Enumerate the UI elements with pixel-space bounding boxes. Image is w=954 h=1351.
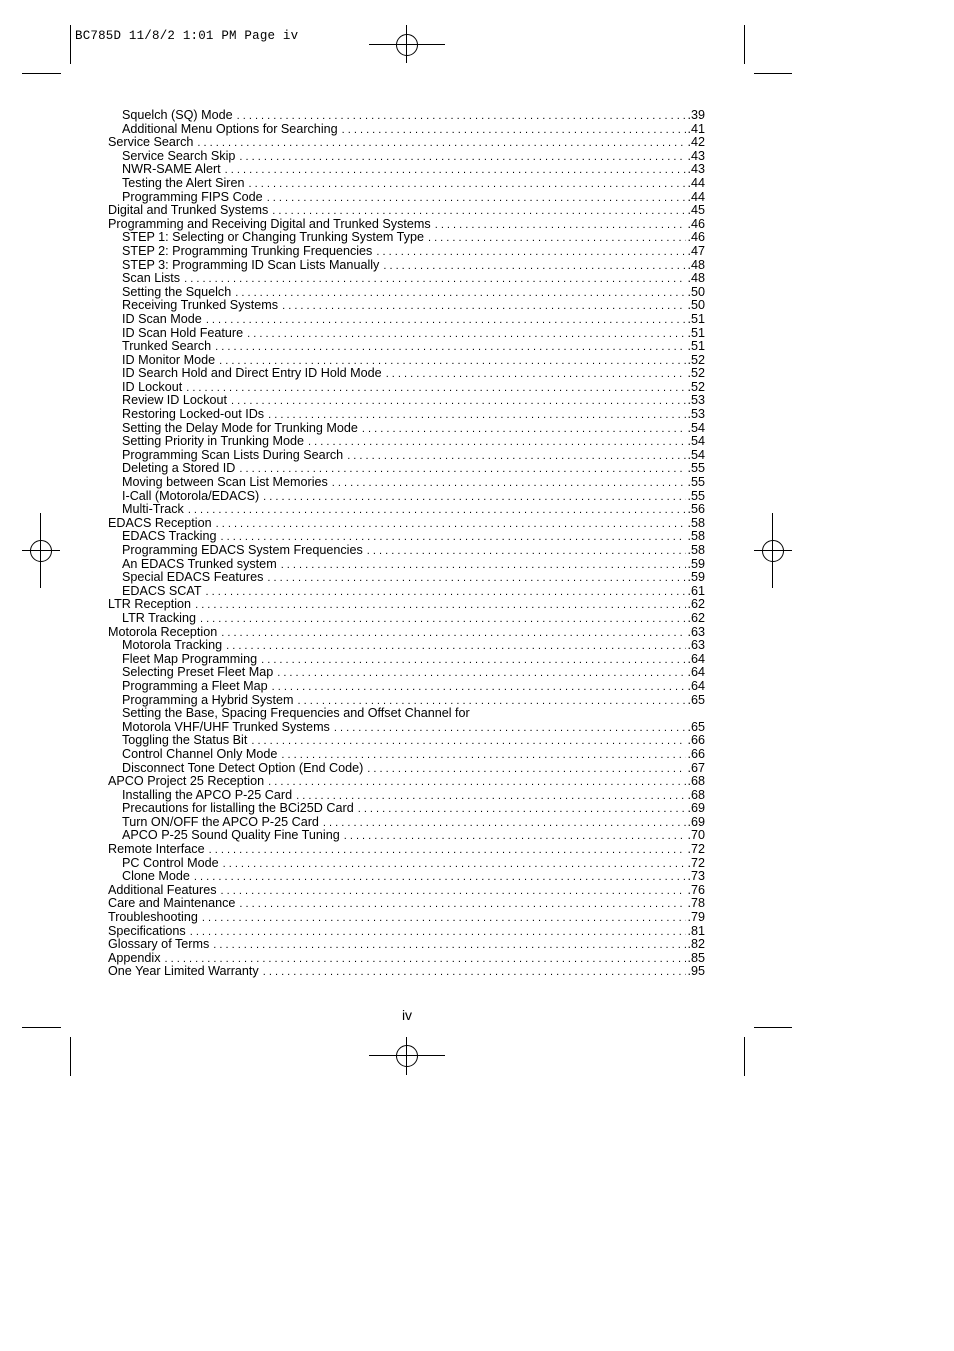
dot-leader: [334, 722, 687, 735]
toc-entry-page: .48: [687, 258, 705, 272]
toc-entry: [108, 680, 705, 694]
toc-entry-title: LTR Tracking: [122, 611, 196, 625]
toc-entry-page: .81: [687, 924, 705, 938]
dot-leader: [184, 273, 686, 286]
toc-entry-title: Review ID Lockout: [122, 394, 227, 408]
dot-leader: [347, 450, 686, 463]
toc-entry: [108, 490, 705, 504]
dot-leader: [267, 572, 686, 585]
toc-entry: [108, 218, 705, 232]
dot-leader: [272, 681, 687, 694]
dot-leader: [221, 627, 686, 640]
dot-leader: [231, 395, 686, 408]
toc-entry: [108, 367, 705, 381]
dot-leader: [186, 382, 686, 395]
dot-leader: [235, 287, 686, 300]
toc-entry: [108, 952, 705, 966]
dot-leader: [194, 871, 687, 884]
toc-entry-page: .66: [687, 734, 705, 748]
toc-entry-title: ID Scan Hold Feature: [122, 326, 244, 340]
toc-entry: [108, 598, 705, 612]
toc-entry-page: .44: [687, 176, 705, 190]
toc-entry-page: .54: [687, 448, 705, 462]
toc-entry-page: .95: [687, 965, 705, 979]
toc-entry-title: EDACS Reception: [108, 516, 212, 530]
toc-entry-page: .55: [687, 489, 705, 503]
toc-entry: [108, 639, 705, 653]
toc-entry-page: .55: [687, 462, 705, 476]
toc-entry-page: .46: [687, 217, 705, 231]
toc-entry-title: ID Lockout: [122, 380, 183, 394]
dot-leader: [297, 695, 686, 708]
toc-entry: [108, 517, 705, 531]
toc-entry-title: ID Monitor Mode: [122, 353, 216, 367]
toc-entry: [108, 299, 705, 313]
toc-entry: [108, 884, 705, 898]
toc-entry-title: Testing the Alert Siren: [122, 176, 245, 190]
toc-entry-page: .51: [687, 340, 705, 354]
toc-entry: [108, 177, 705, 191]
toc-entry: [108, 571, 705, 585]
toc-entry-title: Setting the Delay Mode for Trunking Mode: [122, 421, 358, 435]
toc-entry: [108, 381, 705, 395]
dot-leader: [165, 953, 687, 966]
toc-entry-title: Programming Scan Lists During Search: [122, 448, 344, 462]
toc-entry-page: .64: [687, 666, 705, 680]
toc-entry-page: .68: [687, 788, 705, 802]
toc-entry-title: Motorola Tracking: [122, 639, 223, 653]
toc-entry-title: Control Channel Only Mode: [122, 747, 278, 761]
dot-leader: [225, 164, 687, 177]
dot-leader: [376, 246, 686, 259]
toc-entry-title: Additional Menu Options for Searching: [122, 122, 338, 136]
toc-entry-page: .59: [687, 571, 705, 585]
toc-entry-page: .82: [687, 938, 705, 952]
toc-entry-title: I-Call (Motorola/EDACS): [122, 489, 260, 503]
toc-entry-page: .44: [687, 190, 705, 204]
dot-leader: [267, 192, 687, 205]
toc-entry-title: NWR-SAME Alert: [122, 163, 221, 177]
toc-entry-title: Turn ON/OFF the APCO P-25 Card: [122, 815, 319, 829]
toc-entry: [108, 938, 705, 952]
toc-entry-title: Remote Interface: [108, 843, 205, 857]
toc-entry: [108, 259, 705, 273]
toc-entry: [108, 897, 705, 911]
toc-entry-page: .59: [687, 557, 705, 571]
toc-entry-title: Setting Priority in Trunking Mode: [122, 435, 304, 449]
toc-entry-title: Setting the Squelch: [122, 285, 232, 299]
toc-entry-title: Programming FIPS Code: [122, 190, 263, 204]
toc-entry-title: Clone Mode: [122, 870, 190, 884]
toc-entry: [108, 449, 705, 463]
dot-leader: [206, 314, 687, 327]
toc-entry: [108, 191, 705, 205]
toc-entry-page: .50: [687, 299, 705, 313]
toc-entry-title: Programming and Receiving Digital and Trunked Systems: [108, 217, 431, 231]
toc-entry-title: An EDACS Trunked system: [122, 557, 277, 571]
toc-entry: [108, 721, 705, 735]
dot-leader: [247, 328, 686, 341]
toc-entry: [108, 694, 705, 708]
crop-mark-bottom-left-h: [22, 1027, 61, 1028]
dot-leader: [221, 885, 687, 898]
toc-entry-title: Toggling the Status Bit: [122, 734, 248, 748]
toc-entry: [108, 666, 705, 680]
toc-entry-page: .64: [687, 652, 705, 666]
toc-entry: [108, 585, 705, 599]
dot-leader: [362, 423, 687, 436]
toc-entry: [108, 558, 705, 572]
toc-entry: [108, 911, 705, 925]
dot-leader: [202, 912, 687, 925]
toc-entry: [108, 286, 705, 300]
toc-entry: [108, 965, 705, 979]
dot-leader: [367, 763, 686, 776]
toc-entry-title: Additional Features: [108, 883, 217, 897]
toc-entry: [108, 626, 705, 640]
toc-entry-title: EDACS Tracking: [122, 530, 217, 544]
toc-entry: [108, 422, 705, 436]
toc-entry-page: .45: [687, 204, 705, 218]
toc-entry: [108, 245, 705, 259]
toc-entry-page: .54: [687, 435, 705, 449]
toc-entry: [108, 544, 705, 558]
toc-entry-title: Specifications: [108, 924, 186, 938]
dot-leader: [239, 151, 686, 164]
toc-entry-title: Motorola Reception: [108, 625, 218, 639]
toc-entry-title: Deleting a Stored ID: [122, 462, 236, 476]
toc-entry-page: .76: [687, 883, 705, 897]
toc-entry: [108, 163, 705, 177]
toc-entry-page: .39: [687, 109, 705, 122]
toc-entry: [108, 762, 705, 776]
toc-entry: [108, 123, 705, 137]
toc-entry: [108, 435, 705, 449]
toc-entry: [108, 327, 705, 341]
toc-entry: [108, 313, 705, 327]
toc-entry-title: ID Scan Mode: [122, 312, 202, 326]
dot-leader: [249, 178, 687, 191]
toc-entry: [108, 476, 705, 490]
toc-entry-title: Glossary of Terms: [108, 938, 210, 952]
dot-leader: [220, 531, 686, 544]
toc-entry: [108, 136, 705, 150]
toc-entry-page: .43: [687, 149, 705, 163]
dot-leader: [367, 545, 687, 558]
toc-entry: [108, 231, 705, 245]
toc-entry-page: .47: [687, 244, 705, 258]
dot-leader: [383, 260, 686, 273]
toc-entry: [108, 789, 705, 803]
toc-entry: [108, 748, 705, 762]
toc-entry-page: .52: [687, 380, 705, 394]
toc-entry-title: APCO P-25 Sound Quality Fine Tuning: [122, 829, 340, 843]
dot-leader: [344, 830, 687, 843]
dot-leader: [261, 654, 686, 667]
dot-leader: [251, 735, 686, 748]
toc-entry-title: Scan Lists: [122, 272, 181, 286]
toc-entry-page: .55: [687, 476, 705, 490]
toc-entry-page: .43: [687, 163, 705, 177]
dot-leader: [268, 409, 686, 422]
toc-entry-page: .53: [687, 394, 705, 408]
toc-entry-page: .64: [687, 679, 705, 693]
toc-entry-title: Trunked Search: [122, 340, 212, 354]
toc-entry-page: .65: [687, 720, 705, 734]
toc-entry: [108, 408, 705, 422]
toc-entry: [108, 462, 705, 476]
toc-entry-page: .67: [687, 761, 705, 775]
toc-entry: [108, 775, 705, 789]
toc-entry-title: Programming a Fleet Map: [122, 679, 268, 693]
crop-mark-top-right-v: [744, 25, 745, 64]
toc-entry-page: .73: [687, 870, 705, 884]
toc-entry-title: ID Search Hold and Direct Entry ID Hold Mode: [122, 367, 382, 381]
toc-entry-title: Receiving Trunked Systems: [122, 299, 279, 313]
toc-entry: [108, 272, 705, 286]
dot-leader: [282, 300, 686, 313]
crop-mark-bottom-left-v: [70, 1037, 71, 1076]
toc-entry: [108, 503, 705, 517]
toc-entry-title: Fleet Map Programming: [122, 652, 258, 666]
toc-entry-title: Setting the Base, Spacing Frequencies and Offset Channel for: [122, 707, 470, 721]
dot-leader: [263, 491, 686, 504]
toc-entry-title: Service Search Skip: [122, 149, 236, 163]
dot-leader: [268, 776, 686, 789]
toc-entry-page: .85: [687, 951, 705, 965]
toc-entry-title: Precautions for listalling the BCi25D Card: [122, 802, 354, 816]
toc-entry-page: .48: [687, 272, 705, 286]
toc-entry-page: .72: [687, 843, 705, 857]
toc-entry: [108, 653, 705, 667]
dot-leader: [219, 355, 686, 368]
page-number: iv: [401, 1007, 413, 1023]
toc-entry: [108, 843, 705, 857]
toc-entry-page: .58: [687, 516, 705, 530]
toc-entry-title: EDACS SCAT: [122, 584, 202, 598]
dot-leader: [281, 749, 686, 762]
toc-entry-title: Appendix: [108, 951, 161, 965]
toc-entry-page: .65: [687, 693, 705, 707]
toc-entry-page: .51: [687, 326, 705, 340]
print-slug: BC785D 11/8/2 1:01 PM Page iv: [75, 29, 299, 43]
dot-leader: [206, 586, 687, 599]
toc-entry-page: .51: [687, 312, 705, 326]
toc-entry-page: .54: [687, 421, 705, 435]
toc-entry-page: .61: [687, 584, 705, 598]
dot-leader: [223, 858, 687, 871]
toc-entry-page: .53: [687, 408, 705, 422]
toc-entry-page: .58: [687, 544, 705, 557]
crop-mark-bottom-right-h: [754, 1027, 792, 1028]
toc-entry-page: .62: [687, 611, 705, 625]
dot-leader: [323, 817, 687, 830]
toc-entry: [108, 816, 705, 830]
toc-entry-title: Disconnect Tone Detect Option (End Code): [122, 761, 364, 775]
toc-entry-title: Programming a Hybrid System: [122, 693, 294, 707]
toc-entry-page: .41: [687, 122, 705, 136]
toc-entry-title: Restoring Locked-out IDs: [122, 408, 265, 422]
dot-leader: [332, 477, 687, 490]
toc-entry: [108, 870, 705, 884]
toc-entry-title: One Year Limited Warranty: [108, 965, 259, 979]
dot-leader: [435, 219, 687, 232]
toc-entry-title: STEP 1: Selecting or Changing Trunking System Type: [122, 231, 424, 245]
toc-entry: [108, 150, 705, 164]
toc-entry-title: Squelch (SQ) Mode: [122, 109, 233, 122]
toc-entry-title: Installing the APCO P-25 Card: [122, 788, 293, 802]
toc-entry-title: Care and Maintenance: [108, 897, 236, 911]
toc-entry-page: .63: [687, 625, 705, 639]
toc-entry-page: .52: [687, 353, 705, 367]
dot-leader: [209, 844, 687, 857]
dot-leader: [272, 205, 686, 218]
dot-leader: [277, 667, 686, 680]
toc-entry-title: Service Search: [108, 136, 194, 150]
toc-entry-page: .46: [687, 231, 705, 245]
dot-leader: [226, 640, 686, 653]
dot-leader: [188, 504, 687, 517]
dot-leader: [195, 599, 686, 612]
toc-entry-title: Digital and Trunked Systems: [108, 204, 269, 218]
toc-entry: [108, 109, 705, 123]
dot-leader: [358, 803, 687, 816]
toc-entry: [108, 707, 705, 721]
toc-entry-title: STEP 3: Programming ID Scan Lists Manually: [122, 258, 380, 272]
toc-entry: [108, 829, 705, 843]
dot-leader: [190, 926, 687, 939]
toc-entry-page: .79: [687, 911, 705, 925]
toc-entry-title: Special EDACS Features: [122, 571, 264, 585]
dot-leader: [239, 463, 686, 476]
dot-leader: [281, 559, 687, 572]
dot-leader: [308, 436, 686, 449]
dot-leader: [296, 790, 686, 803]
toc-entry-page: .69: [687, 802, 705, 816]
toc-entry: [108, 925, 705, 939]
crop-mark-bottom-right-v: [744, 1037, 745, 1076]
dot-leader: [213, 939, 686, 952]
toc-entry-page: .69: [687, 815, 705, 829]
toc-entry-title: Multi-Track: [122, 503, 184, 517]
toc-entry: [108, 204, 705, 218]
toc-entry-page: .66: [687, 747, 705, 761]
toc-entry-page: .62: [687, 598, 705, 612]
toc-entry-title: Moving between Scan List Memories: [122, 476, 328, 490]
toc-entry-page: .68: [687, 775, 705, 789]
toc-entry-title: APCO Project 25 Reception: [108, 775, 265, 789]
toc-entry-page: .56: [687, 503, 705, 517]
toc-entry-title: Programming EDACS System Frequencies: [122, 544, 363, 557]
toc-entry: [108, 857, 705, 871]
toc-entry-title: Motorola VHF/UHF Trunked Systems: [122, 720, 330, 734]
dot-leader: [215, 341, 686, 354]
toc-entry-page: .52: [687, 367, 705, 381]
toc-entry: [108, 340, 705, 354]
dot-leader: [216, 518, 687, 531]
toc-entry-page: .42: [687, 136, 705, 150]
toc-entry-page: .72: [687, 856, 705, 870]
dot-leader: [386, 368, 687, 381]
dot-leader: [342, 124, 687, 137]
toc-entry-title: Selecting Preset Fleet Map: [122, 666, 274, 680]
toc-entry-page: .58: [687, 530, 705, 544]
toc-entry: [108, 802, 705, 816]
toc-entry: [108, 734, 705, 748]
dot-leader: [239, 898, 686, 911]
crop-mark-top-left-v: [70, 25, 71, 64]
toc-entry: [108, 394, 705, 408]
toc-entry-page: .78: [687, 897, 705, 911]
dot-leader: [200, 613, 687, 626]
toc-entry: [108, 612, 705, 626]
crop-mark-top-right-h: [754, 73, 792, 74]
toc-entry-title: Troubleshooting: [108, 911, 198, 925]
toc-entry-title: PC Control Mode: [122, 856, 219, 870]
dot-leader: [197, 137, 686, 150]
dot-leader: [428, 232, 687, 245]
toc-entry-page: .63: [687, 639, 705, 653]
toc-entry-page: .70: [687, 829, 705, 843]
dot-leader: [237, 110, 687, 123]
dot-leader: [263, 966, 687, 979]
crop-mark-top-left-h: [22, 73, 61, 74]
toc-entry: [108, 530, 705, 544]
table-of-contents: [108, 109, 705, 979]
toc-entry: [108, 354, 705, 368]
toc-entry-title: LTR Reception: [108, 598, 192, 612]
toc-entry-page: .50: [687, 285, 705, 299]
toc-entry-title: STEP 2: Programming Trunking Frequencies: [122, 244, 373, 258]
